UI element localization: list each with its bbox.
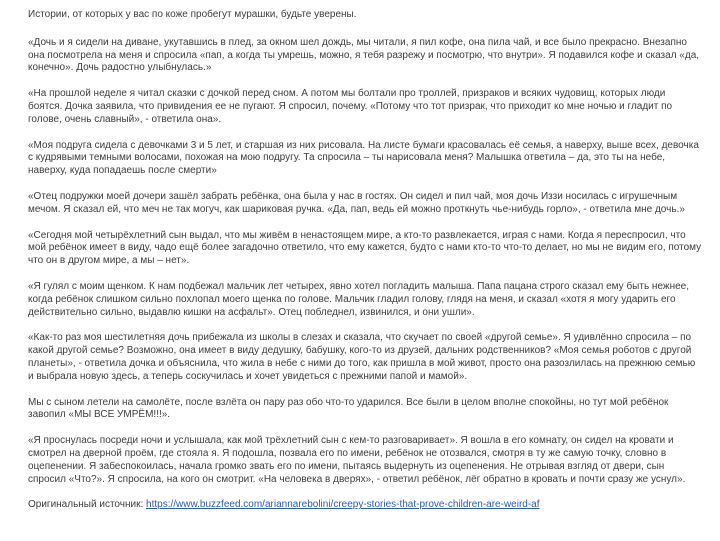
story-paragraph-8: Мы с сыном летели на самолёте, после взлёта он пару раз обо что-то ударился. Все были в целом вполне спокойны, но тут мой ребёнок завопил «МЫ ВСЕ УМРЁМ!!!». xyxy=(28,396,669,421)
story-paragraph-4: «Отец подружки моей дочери зашёл забрать ребёнка, она была у нас в гостях. Он сидел и пил чай, моя дочь Иззи носилась с игрушечным мечом. Я сказал ей, что меч не так могуч, как шариковая ручка. «Да, пап, ведь ей можно проткнуть чье-нибудь горло», - ответила мне дочь.» xyxy=(28,190,685,215)
story-paragraph-3: «Моя подруга сидела с девочками 3 и 5 лет, и старшая из них рисовала. На листе бумаги красовалась её семья, а наверху, выше всех, девочка с кудрявыми темными волосами, похожая на мою подругу. Та спросила – ты нарисовала меня? Малышка ответила – да, это ты на небе, наверху, куда попадаешь после смерти» xyxy=(28,139,699,177)
story-paragraph-1: «Дочь и я сидели на диване, укутавшись в плед, за окном шел дождь, мы читали, я пил кофе, она пила чай, и все было прекрасно. Внезапно она посмотрела на меня и спросила «пап, а когда ты умрешь, можно, я тебя разрежу и посмотрю, что внутри». Я подавился кофе и сказал «да, конечно». Дочь радостно улыбнулась.» xyxy=(28,36,700,74)
source-line xyxy=(28,499,702,512)
story-paragraph-5: «Сегодня мой четырёхлетний сын выдал, что мы живём в ненастоящем мире, а кто-то развлекается, играя с нами. Когда я переспросил, что мой ребёнок имеет в виду, чадо ещё более загадочно ответило, что ему кажется, будто с нами кто-то что-то делает, но мы не видим его, потому что он в другом мире, а мы – нет». xyxy=(28,229,702,267)
story-paragraph-2: «На прошлой неделе я читал сказки с дочкой перед сном. А потом мы болтали про троллей, призраков и всяких чудовищ, которых люди боятся. Дочка заявила, что привидения ее не пугают. Я спросил, почему. «Потому что тот призрак, что приходит ко мне ночью и гладит по голове, очень славный», - ответила она». xyxy=(28,88,673,125)
story-paragraph-7: «Как-то раз моя шестилетняя дочь прибежала из школы в слезах и сказала, что скучает по своей «другой семье». Я удивлённо спросила – по какой другой семье? Возможно, она имеет в виду дедушку, бабушку, кого-то из друзей, дальних родственников? «Моя семья роботов с другой планеты», - ответила дочка и объяснила, что жила в небе с ними до того, как пришла в мой живот, просто она разозлилась на прежнюю семью и выбрала новую здесь, а теперь соскучилась и хочет увидеться с прежними папой и мамой». xyxy=(28,332,696,382)
source-label: Оригинальный источник: xyxy=(28,499,147,511)
intro-text: Истории, от которых у вас по коже пробегут мурашки, будьте уверены. xyxy=(28,9,357,20)
source-link[interactable]: https://www.buzzfeed.com/ariannarebolini/creepy-stories-that-prove-children-are-weird-af xyxy=(146,499,540,511)
story-paragraph-9: «Я проснулась посреди ночи и услышала, как мой трёхлетний сын с кем-то разговаривает». Я вошла в его комнату, он сидел на кровати и смотрел на дверной проём, где стояла я. Я подошла, позвала его по имени, ребёнок не отозвался, смотря в ту же самую точку, словно в оцепенении. Я забеспокоилась, начала громко звать его по имени, пытаясь выдернуть из оцепенения. Не отрывая взгляд от двери, сын спросил «Что?». Я спросила, на кого он смотрит. «На человека в дверях», - ответил ребёнок, лёг обратно в кровать и почти сразу же уснул». xyxy=(28,435,686,485)
story-paragraph-6: «Я гулял с моим щенком. К нам подбежал мальчик лет четырех, явно хотел погладить малыша. Папа пацана строго сказал ему быть нежнее, когда ребёнок слишком сильно похлопал моего щенка по голове. Мальчик гладил голову, глядя на меня, и сказал «хотя я могу ударить его действительно сильно, выдавлю кишки на асфальт». Отец побледнел, извинился, и они ушли». xyxy=(28,280,690,318)
